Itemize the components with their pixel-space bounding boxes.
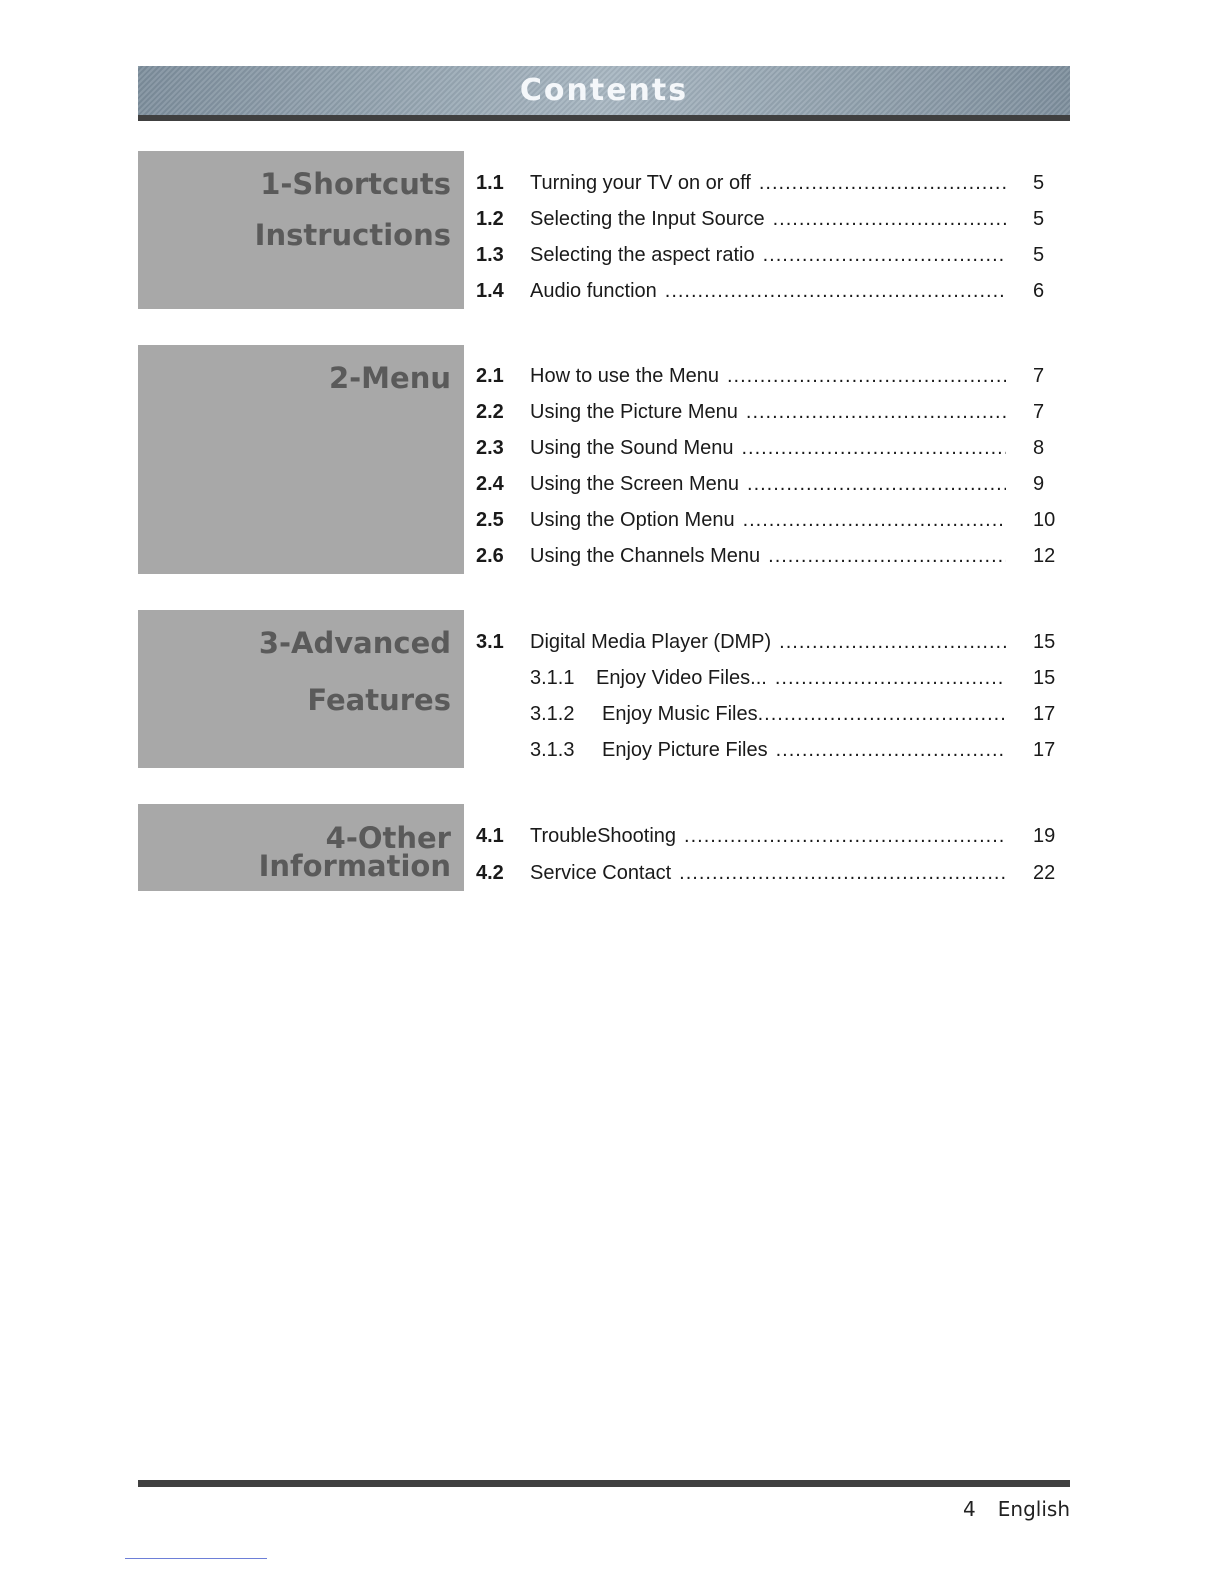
subentry-number: 3.1.2	[530, 703, 575, 725]
toc-entry[interactable]	[476, 361, 1060, 391]
dot-leader	[779, 627, 1006, 657]
toc-entry[interactable]	[476, 541, 1060, 571]
dot-leader	[763, 240, 1006, 270]
entry-page: 9	[1033, 473, 1045, 495]
page-title: Contents	[519, 73, 689, 108]
toc-entry[interactable]	[476, 276, 1060, 306]
entry-number: 1.3	[476, 244, 504, 266]
entry-number: 2.6	[476, 545, 504, 567]
entry-page: 15	[1033, 667, 1056, 689]
entry-number: 1.1	[476, 172, 504, 194]
entry-label: Using the Option Menu	[530, 509, 735, 531]
entry-page: 7	[1033, 401, 1045, 423]
entry-label: Service Contact	[530, 862, 672, 884]
toc-entry[interactable]	[476, 469, 1060, 499]
entry-number: 2.1	[476, 365, 504, 387]
toc-subentry[interactable]	[476, 735, 1060, 765]
toc-entry[interactable]	[476, 240, 1060, 270]
entry-page: 17	[1033, 739, 1056, 761]
toc-subentry[interactable]	[476, 663, 1060, 693]
toc-entry[interactable]	[476, 433, 1060, 463]
section-title-line: 2-Menu	[328, 361, 451, 395]
section-box-shortcuts	[138, 151, 464, 309]
link-underline	[125, 1558, 267, 1559]
section-box-menu	[138, 345, 464, 574]
entry-label: Audio function	[530, 280, 657, 302]
dot-leader	[759, 168, 1006, 198]
dot-leader	[747, 469, 1006, 499]
entry-page: 5	[1033, 244, 1045, 266]
entry-page: 19	[1033, 825, 1056, 847]
toc-entry[interactable]	[476, 505, 1060, 535]
entry-label: Enjoy Video Files...	[596, 667, 767, 689]
toc-entry[interactable]	[476, 168, 1060, 198]
entry-label: Digital Media Player (DMP)	[530, 631, 772, 653]
language-label: English	[997, 1497, 1070, 1521]
entry-label: TroubleShooting	[530, 825, 677, 847]
section-title-line: 4-Other	[325, 821, 451, 855]
section-box-advanced	[138, 610, 464, 768]
toc-entry[interactable]	[476, 627, 1060, 657]
dot-leader	[684, 821, 1006, 851]
entry-number: 4.1	[476, 825, 504, 847]
entry-label: Selecting the Input Source	[530, 208, 765, 230]
entry-number: 2.3	[476, 437, 504, 459]
page-footer	[963, 1497, 1070, 1521]
toc-entry[interactable]	[476, 397, 1060, 427]
subentry-number: 3.1.3	[530, 739, 575, 761]
dot-leader	[727, 361, 1006, 391]
entry-label: How to use the Menu	[530, 365, 719, 387]
section-title-line: Instructions	[254, 218, 451, 252]
entry-number: 2.2	[476, 401, 504, 423]
entry-label: Enjoy Picture Files	[602, 739, 768, 761]
dot-leader	[758, 699, 1006, 729]
section-title-line: Features	[307, 683, 451, 717]
toc-entry[interactable]	[476, 821, 1060, 851]
entry-label: Enjoy Music Files	[602, 703, 758, 725]
dot-leader	[775, 663, 1006, 693]
dot-leader	[741, 433, 1006, 463]
entry-page: 17	[1033, 703, 1056, 725]
entry-number: 3.1	[476, 631, 504, 653]
entry-label: Turning your TV on or off	[530, 172, 751, 194]
dot-leader	[743, 505, 1006, 535]
page-number: 4	[963, 1497, 976, 1521]
toc-subentry[interactable]	[476, 699, 1060, 729]
dot-leader	[773, 204, 1006, 234]
entry-page: 7	[1033, 365, 1045, 387]
toc-entry[interactable]	[476, 204, 1060, 234]
entry-page: 12	[1033, 545, 1056, 567]
contents-banner	[138, 66, 1070, 121]
section-title-line: Information	[258, 849, 451, 883]
entry-number: 2.4	[476, 473, 504, 495]
footer-rule	[138, 1480, 1070, 1487]
entry-label: Using the Channels Menu	[530, 545, 761, 567]
dot-leader	[768, 541, 1006, 571]
dot-leader	[679, 858, 1006, 888]
entry-label: Using the Screen Menu	[530, 473, 740, 495]
entry-label: Using the Picture Menu	[530, 401, 738, 423]
entry-page: 10	[1033, 509, 1056, 531]
entry-page: 5	[1033, 208, 1045, 230]
dot-leader	[776, 735, 1006, 765]
entry-number: 2.5	[476, 509, 504, 531]
section-box-other	[138, 804, 464, 891]
entry-page: 22	[1033, 862, 1056, 884]
entry-number: 4.2	[476, 862, 504, 884]
entry-label: Selecting the aspect ratio	[530, 244, 755, 266]
entry-number: 1.4	[476, 280, 504, 302]
entry-page: 8	[1033, 437, 1045, 459]
section-title-line: 1-Shortcuts	[260, 167, 451, 201]
entry-number: 1.2	[476, 208, 504, 230]
entry-label: Using the Sound Menu	[530, 437, 734, 459]
subentry-number: 3.1.1	[530, 667, 575, 689]
section-title-line: 3-Advanced	[258, 626, 451, 660]
toc-entry[interactable]	[476, 858, 1060, 888]
dot-leader	[665, 276, 1006, 306]
entry-page: 5	[1033, 172, 1045, 194]
entry-page: 15	[1033, 631, 1056, 653]
entry-page: 6	[1033, 280, 1045, 302]
dot-leader	[746, 397, 1006, 427]
